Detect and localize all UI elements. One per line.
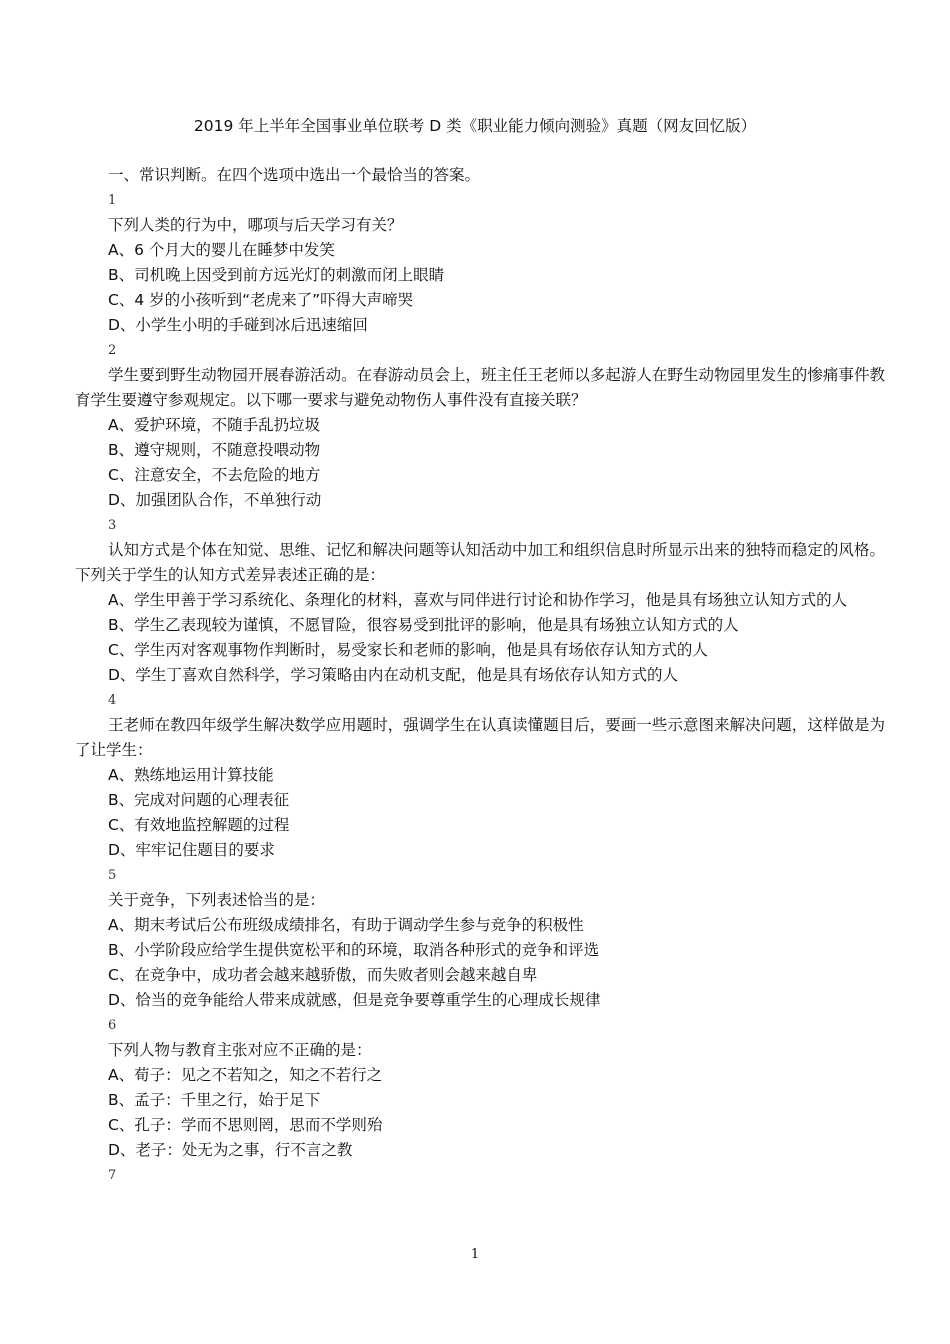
question-stem: 下列人物与教育主张对应不正确的是： [108, 1041, 372, 1059]
option-d: D、恰当的竞争能给人带来成就感，但是竞争要尊重学生的心理成长规律 [108, 991, 601, 1009]
question-number: 6 [108, 1018, 117, 1033]
option-c: C、孔子：学而不思则罔，思而不学则殆 [108, 1116, 383, 1134]
question-stem: 学生要到野生动物园开展春游活动。在春游动员会上，班主任王老师以多起游人在野生动物园里发生的惨痛事件教育学生要遵守参观规定。以下哪一要求与避免动物伤人事件没有直接关联？ [75, 366, 885, 409]
option-a: A、6 个月大的婴儿在睡梦中发笑 [108, 241, 335, 259]
question-number: 1 [108, 193, 117, 208]
question-number: 4 [108, 693, 117, 708]
question-stem: 关于竞争，下列表述恰当的是： [108, 891, 326, 909]
option-d: D、加强团队合作，不单独行动 [108, 491, 322, 509]
option-c: C、有效地监控解题的过程 [108, 816, 290, 834]
option-c: C、在竞争中，成功者会越来越骄傲，而失败者则会越来越自卑 [108, 966, 538, 984]
question-stem: 王老师在教四年级学生解决数学应用题时，强调学生在认真读懂题目后，要画一些示意图来解决问题，这样做是为了让学生： [75, 716, 885, 759]
question-stem: 下列人类的行为中，哪项与后天学习有关？ [108, 216, 403, 234]
question-number: 5 [108, 868, 117, 883]
option-a: A、爱护环境，不随手乱扔垃圾 [108, 416, 321, 434]
option-a: A、熟练地运用计算技能 [108, 766, 274, 784]
option-b: B、学生乙表现较为谨慎，不愿冒险，很容易受到批评的影响，他是具有场独立认知方式的人 [108, 616, 739, 634]
option-d: D、小学生小明的手碰到冰后迅速缩回 [108, 316, 368, 334]
question-stem: 认知方式是个体在知觉、思维、记忆和解决问题等认知活动中加工和组织信息时所显示出来的独特而稳定的风格。下列关于学生的认知方式差异表述正确的是： [75, 541, 885, 584]
option-a: A、荀子：见之不若知之，知之不若行之 [108, 1066, 383, 1084]
option-d: D、学生丁喜欢自然科学，学习策略由内在动机支配，他是具有场依存认知方式的人 [108, 666, 678, 684]
document-body [75, 163, 885, 1188]
option-c: C、注意安全，不去危险的地方 [108, 466, 321, 484]
question-number: 3 [108, 518, 117, 533]
option-b: B、遵守规则，不随意投喂动物 [108, 441, 321, 459]
option-d: D、牢牢记住题目的要求 [108, 841, 275, 859]
option-b: B、司机晚上因受到前方远光灯的刺激而闭上眼睛 [108, 266, 445, 284]
option-c: C、4 岁的小孩听到“老虎来了”吓得大声啼哭 [108, 291, 414, 309]
question-number: 7 [108, 1168, 117, 1183]
section-heading: 一、常识判断。在四个选项中选出一个最恰当的答案。 [108, 166, 481, 184]
option-b: B、孟子：千里之行，始于足下 [108, 1091, 321, 1109]
question-number: 2 [108, 343, 117, 358]
option-c: C、学生丙对客观事物作判断时，易受家长和老师的影响，他是具有场依存认知方式的人 [108, 641, 708, 659]
page-number: 1 [470, 1247, 480, 1262]
option-a: A、学生甲善于学习系统化、条理化的材料，喜欢与同伴进行讨论和协作学习，他是具有场独立认知方式的人 [108, 591, 848, 609]
document-title: 2019 年上半年全国事业单位联考 D 类《职业能力倾向测验》真题（网友回忆版） [193, 117, 757, 135]
option-a: A、期末考试后公布班级成绩排名，有助于调动学生参与竞争的积极性 [108, 916, 584, 934]
option-b: B、小学阶段应给学生提供宽松平和的环境，取消各种形式的竞争和评选 [108, 941, 600, 959]
option-b: B、完成对问题的心理表征 [108, 791, 290, 809]
option-d: D、老子：处无为之事，行不言之教 [108, 1141, 353, 1159]
